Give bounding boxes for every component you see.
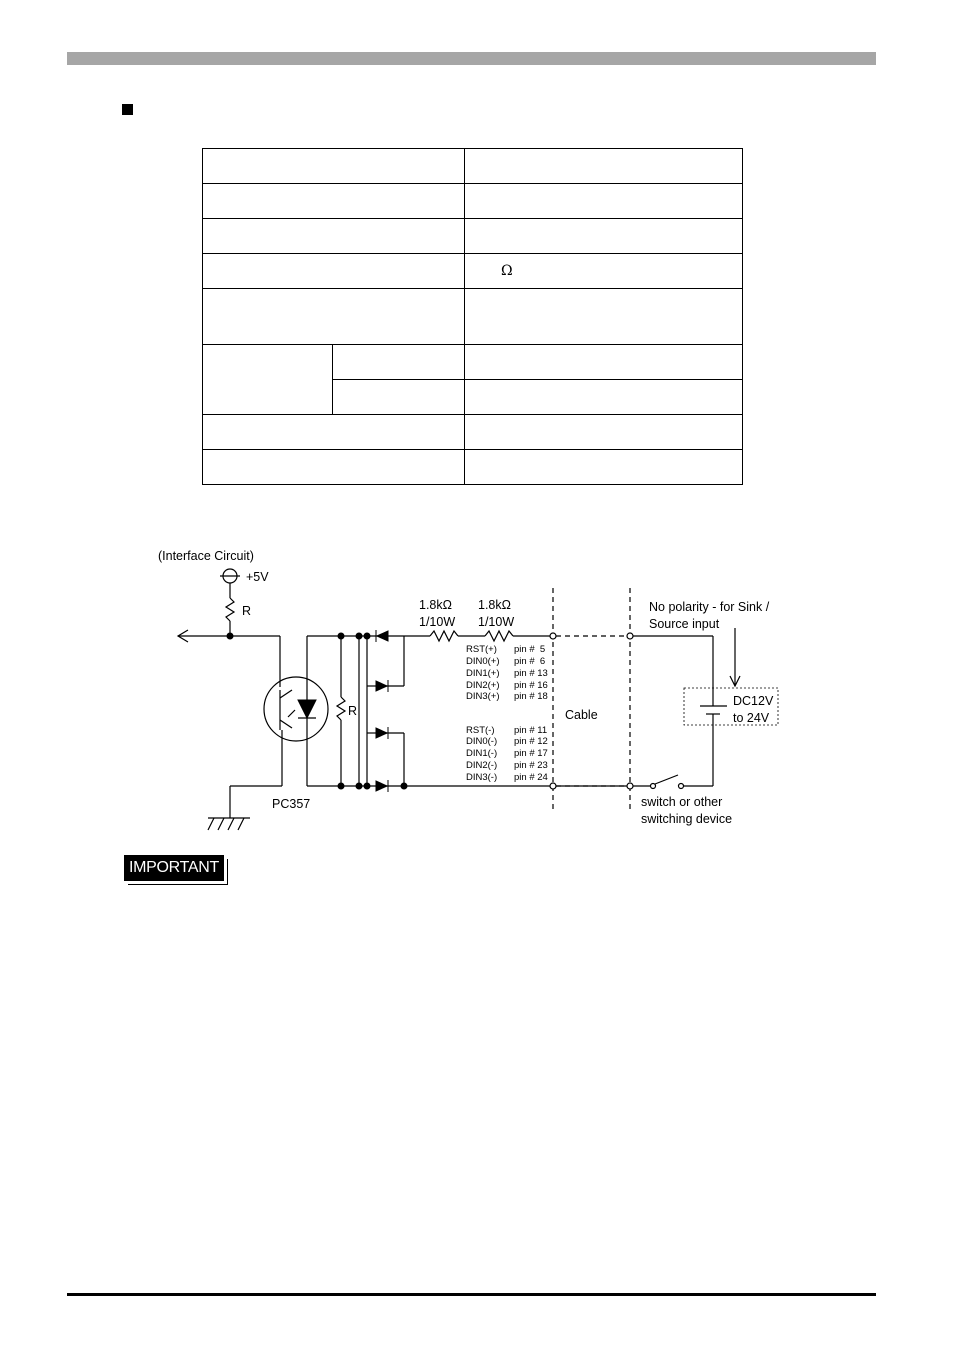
minus-signal: DIN3(-) bbox=[466, 772, 498, 783]
plus-signal: DIN0(+) bbox=[466, 656, 500, 667]
plus-pin: pin # 13 bbox=[514, 668, 548, 679]
table-row bbox=[203, 254, 743, 289]
res2-value: 1.8kΩ bbox=[478, 598, 511, 612]
plus-signal: RST(+) bbox=[466, 644, 497, 655]
table-row bbox=[203, 219, 743, 254]
plus-signal: DIN2(+) bbox=[466, 680, 500, 691]
minus-pin: pin # 12 bbox=[514, 736, 548, 747]
minus-pin: pin # 23 bbox=[514, 760, 548, 771]
minus-pin: pin # 24 bbox=[514, 772, 548, 783]
table-row bbox=[203, 289, 743, 345]
table-row bbox=[203, 450, 743, 485]
polarity-note-line2: Source input bbox=[649, 617, 720, 631]
res2-power: 1/10W bbox=[478, 615, 515, 629]
table-row bbox=[203, 345, 743, 380]
plus-pin: pin # 16 bbox=[514, 680, 548, 691]
plus-signal: DIN3(+) bbox=[466, 691, 500, 702]
minus-signal: DIN2(-) bbox=[466, 760, 498, 771]
table-row bbox=[203, 184, 743, 219]
switch-line1: switch or other bbox=[641, 795, 723, 809]
table-row bbox=[203, 415, 743, 450]
resistor-r-label: R bbox=[242, 604, 252, 618]
plus-pin: pin # 18 bbox=[514, 691, 548, 702]
minus-pin: pin # 17 bbox=[514, 748, 548, 759]
supply-line1: DC12V bbox=[733, 694, 774, 708]
cable-label: Cable bbox=[565, 708, 598, 722]
minus-signal: RST(-) bbox=[466, 725, 495, 736]
important-badge: IMPORTANT bbox=[124, 855, 224, 881]
footer-rule bbox=[67, 1293, 876, 1296]
plus-pin: pin # 5 bbox=[514, 644, 546, 655]
polarity-note-line1: No polarity - for Sink / bbox=[649, 600, 770, 614]
table-row bbox=[203, 149, 743, 184]
vcc-label: +5V bbox=[246, 570, 269, 584]
supply-line2: to 24V bbox=[733, 711, 770, 725]
spec-table bbox=[202, 148, 743, 485]
res1-value: 1.8kΩ bbox=[419, 598, 452, 612]
switch-line2: switching device bbox=[641, 812, 733, 826]
plus-pin: pin # 6 bbox=[514, 656, 546, 667]
header-bar bbox=[67, 52, 876, 65]
section-bullet-icon bbox=[122, 104, 133, 115]
interface-circuit-label: (Interface Circuit) bbox=[158, 549, 254, 563]
resistor2-r-label: R bbox=[348, 704, 358, 718]
res1-power: 1/10W bbox=[419, 615, 456, 629]
plus-signal: DIN1(+) bbox=[466, 668, 500, 679]
minus-signal: DIN0(-) bbox=[466, 736, 498, 747]
minus-signal: DIN1(-) bbox=[466, 748, 498, 759]
minus-pin: pin # 11 bbox=[514, 725, 548, 736]
ohm-symbol: Ω bbox=[465, 254, 743, 289]
optocoupler-label: PC357 bbox=[272, 797, 311, 811]
input-circuit-diagram bbox=[0, 540, 954, 840]
